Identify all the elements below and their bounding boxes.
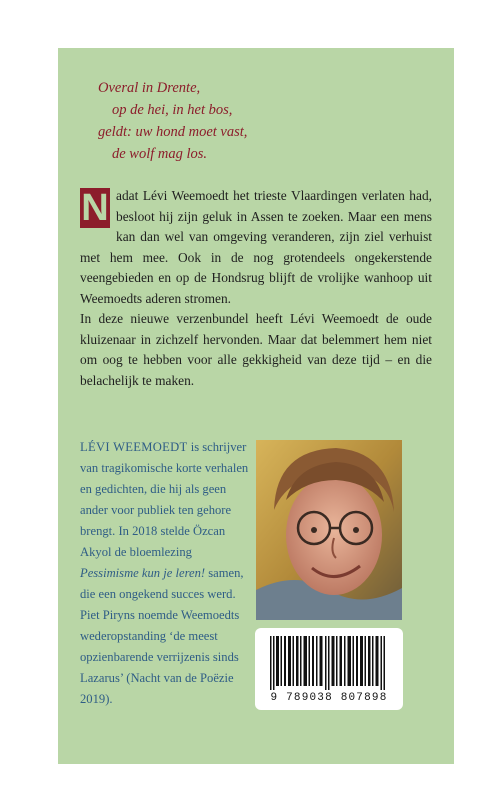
poem-line-2: op de hei, in het bos,: [112, 102, 233, 118]
book-blurb: [80, 186, 432, 391]
poem-line-3: geldt: uw hond moet vast,: [98, 124, 248, 140]
bio-text-1: is schrijver van tragikomische korte verhalen en gedichten, die hij als geen ander voor publiek ten gehore brengt. In 2018 stelde Özcan Akyol de bloemlezing: [80, 440, 249, 559]
barcode-icon: [270, 636, 388, 690]
bloemlezing-title: Pessimisme kun je leren!: [80, 566, 206, 580]
poem-line-1: Overal in Drente,: [98, 80, 201, 96]
author-name: LÉVI WEEMOEDT: [80, 440, 188, 454]
blurb-paragraph-1: [80, 186, 432, 309]
drop-cap: N: [81, 187, 109, 229]
isbn-number: 9 789038 807898: [270, 692, 388, 704]
blurb-paragraph-2: In deze nieuwe verzenbundel heeft Lévi Weemoedt de oude kluizenaar in zichzelf hervonden. Maar dat belemmert hem niet om oog te hebben voor alle gekkigheid van deze tijd – en die belachelijk te maken.: [80, 311, 432, 388]
poem-block: [98, 77, 247, 165]
poem-line-4: de wolf mag los.: [112, 146, 208, 162]
author-portrait-image: [256, 440, 402, 620]
bio-text-2: samen, die een ongekend succes werd. Piet Piryns noemde Weemoedts wederopstanding ‘de meest opzienbarende verrijzenis sinds Lazarus’ (Nacht van de Poëzie 2019).: [80, 566, 244, 706]
barcode-label: [255, 628, 403, 710]
blurb-paragraph-1-text: adat Lévi Weemoedt het trieste Vlaardingen verlaten had, besloot hij zijn geluk in Assen te zoeken. Maar een mens kan dan wel van omgeving veranderen, zijn ziel verhuist met hem mee. Ook in de nog grotendeels ongekerstende veengebieden en op de Hondsrug blijft de vrolijke wanhoop uit Weemoedts aderen stromen.: [80, 188, 432, 306]
author-photo: [256, 440, 402, 620]
author-bio: [80, 437, 252, 710]
